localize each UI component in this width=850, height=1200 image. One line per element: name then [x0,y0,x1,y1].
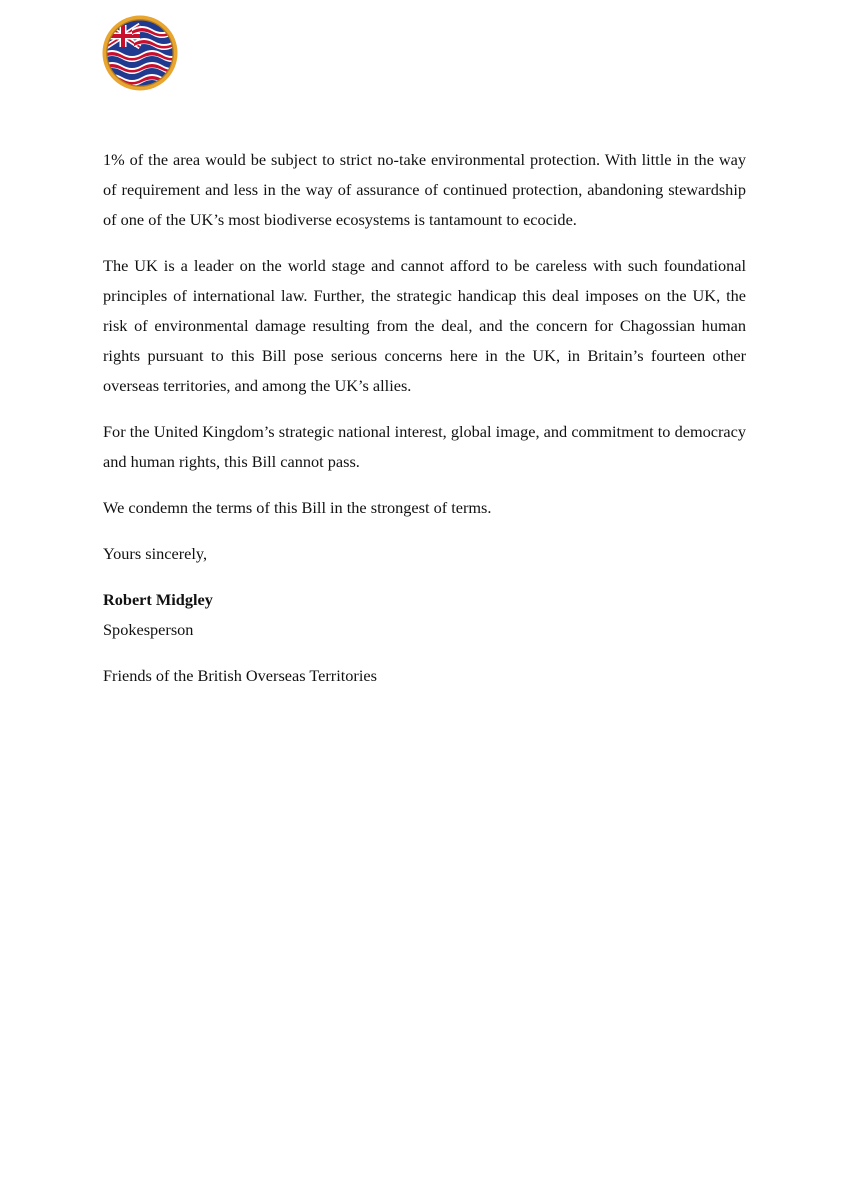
paragraph-international-law: The UK is a leader on the world stage and cannot afford to be careless with such foundational principles of international law. Further, the strategic handicap this deal imposes on the UK, the risk of environmental damage resulting from the deal, and the concern for Chagossian human rights pursuant to this Bill pose serious concerns here in the UK, in Britain’s fourteen other overseas territories, and among the UK’s allies. [103,256,746,395]
union-flag-waves-roundel-icon [102,15,178,91]
organization-name: Friends of the British Overseas Territories [103,666,377,685]
paragraph-ecocide: 1% of the area would be subject to strict no-take environmental protection. With little in the way of requirement and less in the way of assurance of continued protection, abandoning stewardship of one of the UK’s most biodiverse ecosystems is tantamount to ecocide. [103,150,746,229]
letter-body [103,145,746,691]
signatory-name: Robert Midgley [103,590,213,609]
paragraph-condemnation: We condemn the terms of this Bill in the strongest of terms. [103,498,492,517]
signatory-role: Spokesperson [103,620,194,639]
paragraph-national-interest: For the United Kingdom’s strategic national interest, global image, and commitment to democracy and human rights, this Bill cannot pass. [103,422,746,471]
closing-salutation: Yours sincerely, [103,544,208,563]
organization-logo [102,15,178,91]
